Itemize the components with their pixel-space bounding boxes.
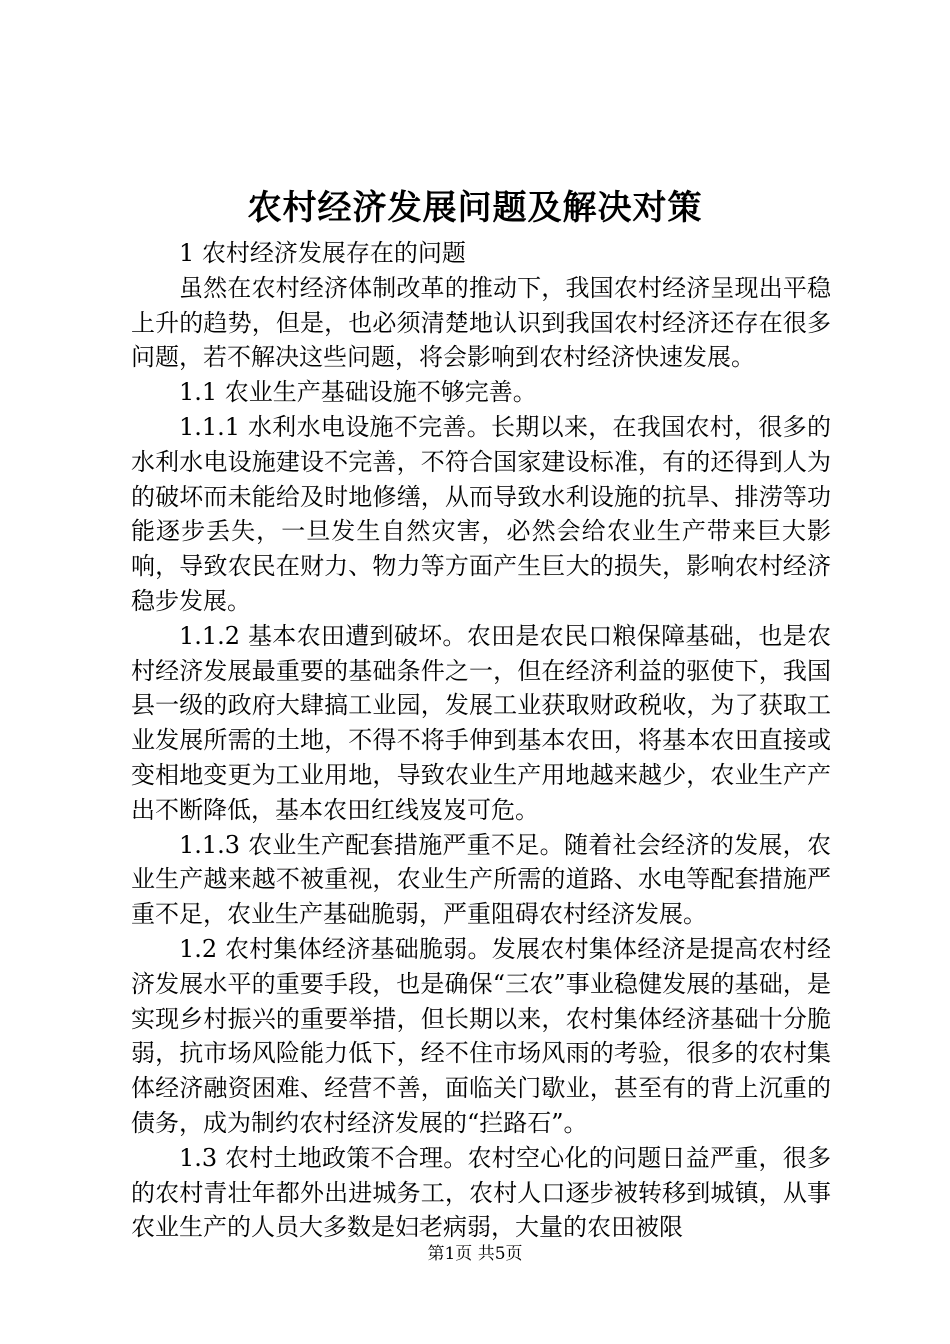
paragraph: 1.3 农村土地政策不合理。农村空心化的问题日益严重，很多的农村青壮年都外出进城务工，农村人口逐步被转移到城镇，从事农业生产的人员大多数是妇老病弱，大量的农田被限: [131, 1143, 831, 1242]
paragraph: 1.2 农村集体经济基础脆弱。发展农村集体经济是提高农村经济发展水平的重要手段，也是确保“三农”事业稳健发展的基础，是实现乡村振兴的重要举措，但长期以来，农村集体经济基础十分脆弱，抗市场风险能力低下，经不住市场风雨的考验，很多的农村集体经济融资困难、经营不善，面临关门歇业，甚至有的背上沉重的债务，成为制约农村经济发展的“拦路石”。: [131, 934, 831, 1137]
paragraph: 1.1.2 基本农田遭到破坏。农田是农民口粮保障基础，也是农村经济发展最重要的基础条件之一，但在经济利益的驱使下，我国县一级的政府大肆搞工业园，发展工业获取财政税收，为了获取工业发展所需的土地，不得不将手伸到基本农田，将基本农田直接或变相地变更为工业用地，导致农业生产用地越来越少，农业生产产出不断降低，基本农田红线岌岌可危。: [131, 621, 831, 824]
subsection-heading: 1.1 农业生产基础设施不够完善。: [179, 378, 537, 407]
paragraph: 1.1.3 农业生产配套措施严重不足。随着社会经济的发展，农业生产越来越不被重视，农业生产所需的道路、水电等配套措施严重不足，农业生产基础脆弱，严重阻碍农村经济发展。: [131, 830, 831, 929]
paragraph: 虽然在农村经济体制改革的推动下，我国农村经济呈现出平稳上升的趋势，但是，也必须清楚地认识到我国农村经济还存在很多问题，若不解决这些问题，将会影响到农村经济快速发展。: [131, 273, 831, 372]
document-title: 农村经济发展问题及解决对策: [247, 188, 703, 228]
paragraph: 1.1.1 水利水电设施不完善。长期以来，在我国农村，很多的水利水电设施建设不完善，不符合国家建设标准，有的还得到人为的破坏而未能给及时地修缮，从而导致水利设施的抗旱、排涝等功能逐步丢失，一旦发生自然灾害，必然会给农业生产带来巨大影响，导致农民在财力、物力等方面产生巨大的损失，影响农村经济稳步发展。: [131, 412, 831, 615]
document-body: [131, 236, 831, 1245]
section-heading: 1 农村经济发展存在的问题: [179, 239, 466, 267]
page-footer: 第1页 共5页: [427, 1244, 523, 1264]
